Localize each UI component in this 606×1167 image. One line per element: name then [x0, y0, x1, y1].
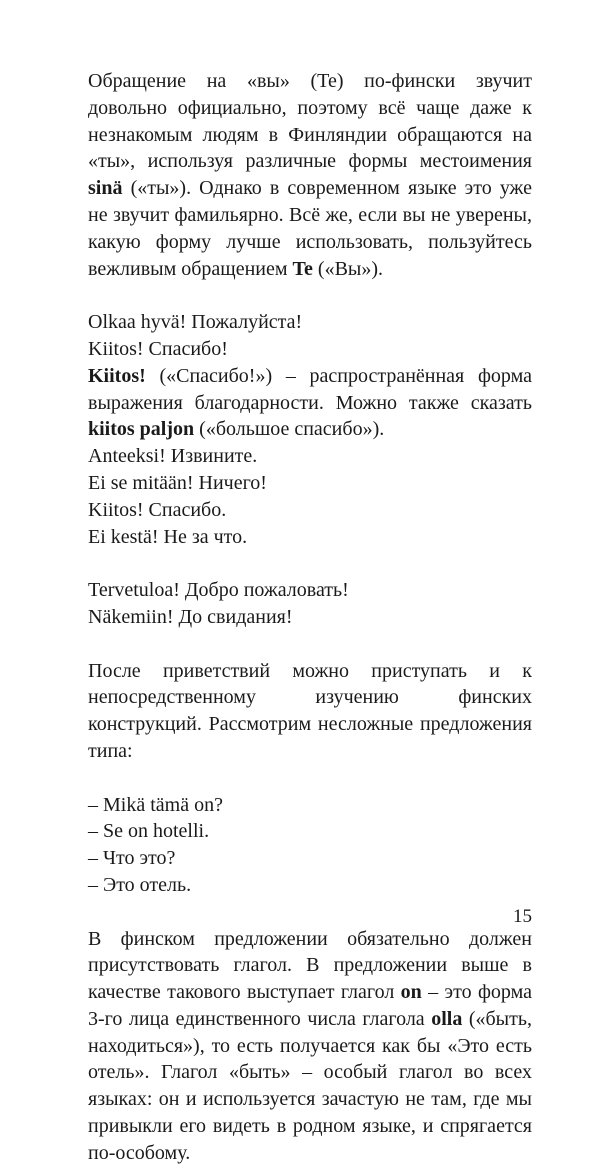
bold-term-olla: olla [431, 1007, 463, 1030]
dialog-example [88, 792, 532, 899]
phrase-line: Olkaa hyvä! Пожалуйста! [88, 311, 303, 334]
spacer [88, 899, 532, 926]
paragraph-verb-olla [88, 926, 532, 1167]
dialog-line: – Что это? [88, 847, 176, 870]
bold-term-te: Te [292, 257, 313, 280]
bold-term-kiitos: Kiitos! [88, 364, 146, 387]
text-run: («Спасибо!») – распространённая форма выражения благодарности. Можно также сказать [88, 364, 532, 414]
phrase-note-kiitos [88, 363, 532, 443]
page-body [88, 68, 532, 1167]
text-run: Обращение на «вы» (Te) по-фински звучит довольно официально, поэтому всё чаще даже к незнакомым людям в Финляндии обращаются на «ты», используя различные формы местоимения [88, 70, 532, 173]
phrase-line: Ei kestä! Не за что. [88, 525, 248, 548]
bold-term-sina: sinä [88, 177, 123, 200]
phrase-line: Kiitos! Спасибо! [88, 337, 228, 360]
phrase-line: Tervetuloa! Добро пожаловать! [88, 579, 349, 602]
phrase-line: Näkemiin! До свидания! [88, 605, 293, 628]
spacer [88, 765, 532, 792]
phrase-list-politeness [88, 309, 532, 550]
bold-term-kiitos-paljon: kiitos paljon [88, 418, 195, 441]
dialog-line: – Это отель. [88, 873, 192, 896]
spacer [88, 550, 532, 577]
text-run: – это форма 3-го лица единственного числа глагола [88, 981, 532, 1030]
dialog-line: – Mikä tämä on? [88, 793, 223, 816]
text-run: В финском предложении обязательно должен присутствовать глагол. В предложении выше в качестве такового выступает глагол [88, 927, 532, 1004]
dialog-line: – Se on hotelli. [88, 820, 210, 843]
phrase-line: Anteeksi! Извините. [88, 445, 258, 468]
paragraph-address-forms [88, 68, 532, 282]
bold-term-on: on [400, 981, 422, 1004]
text-run: («Вы»). [312, 257, 384, 280]
text-run: («быть, находиться»), то есть получается как бы «Это есть отель». Глагол «быть» – особый глагол во всех языках: он и используется зачастую не там, где мы привыкли его видеть в родном языке, и спрягается по-особому. [88, 1007, 532, 1164]
page-number: 15 [513, 906, 532, 927]
spacer [88, 282, 532, 309]
paragraph-intro-constructions: После приветствий можно приступать и к непосредственному изучению финских конструкций. Рассмотрим несложные предложения типа: [88, 659, 532, 762]
spacer [88, 631, 532, 658]
text-run: («ты»). Однако в современном языке это уже не звучит фамильярно. Всё же, если вы не уверены, какую форму лучше использовать, пользуйтесь вежливым обращением [88, 177, 532, 280]
text-run: («большое спасибо»). [194, 418, 385, 441]
phrase-line: Kiitos! Спасибо. [88, 498, 227, 521]
phrase-list-greetings [88, 577, 532, 631]
phrase-line: Ei se mitään! Ничего! [88, 471, 267, 494]
